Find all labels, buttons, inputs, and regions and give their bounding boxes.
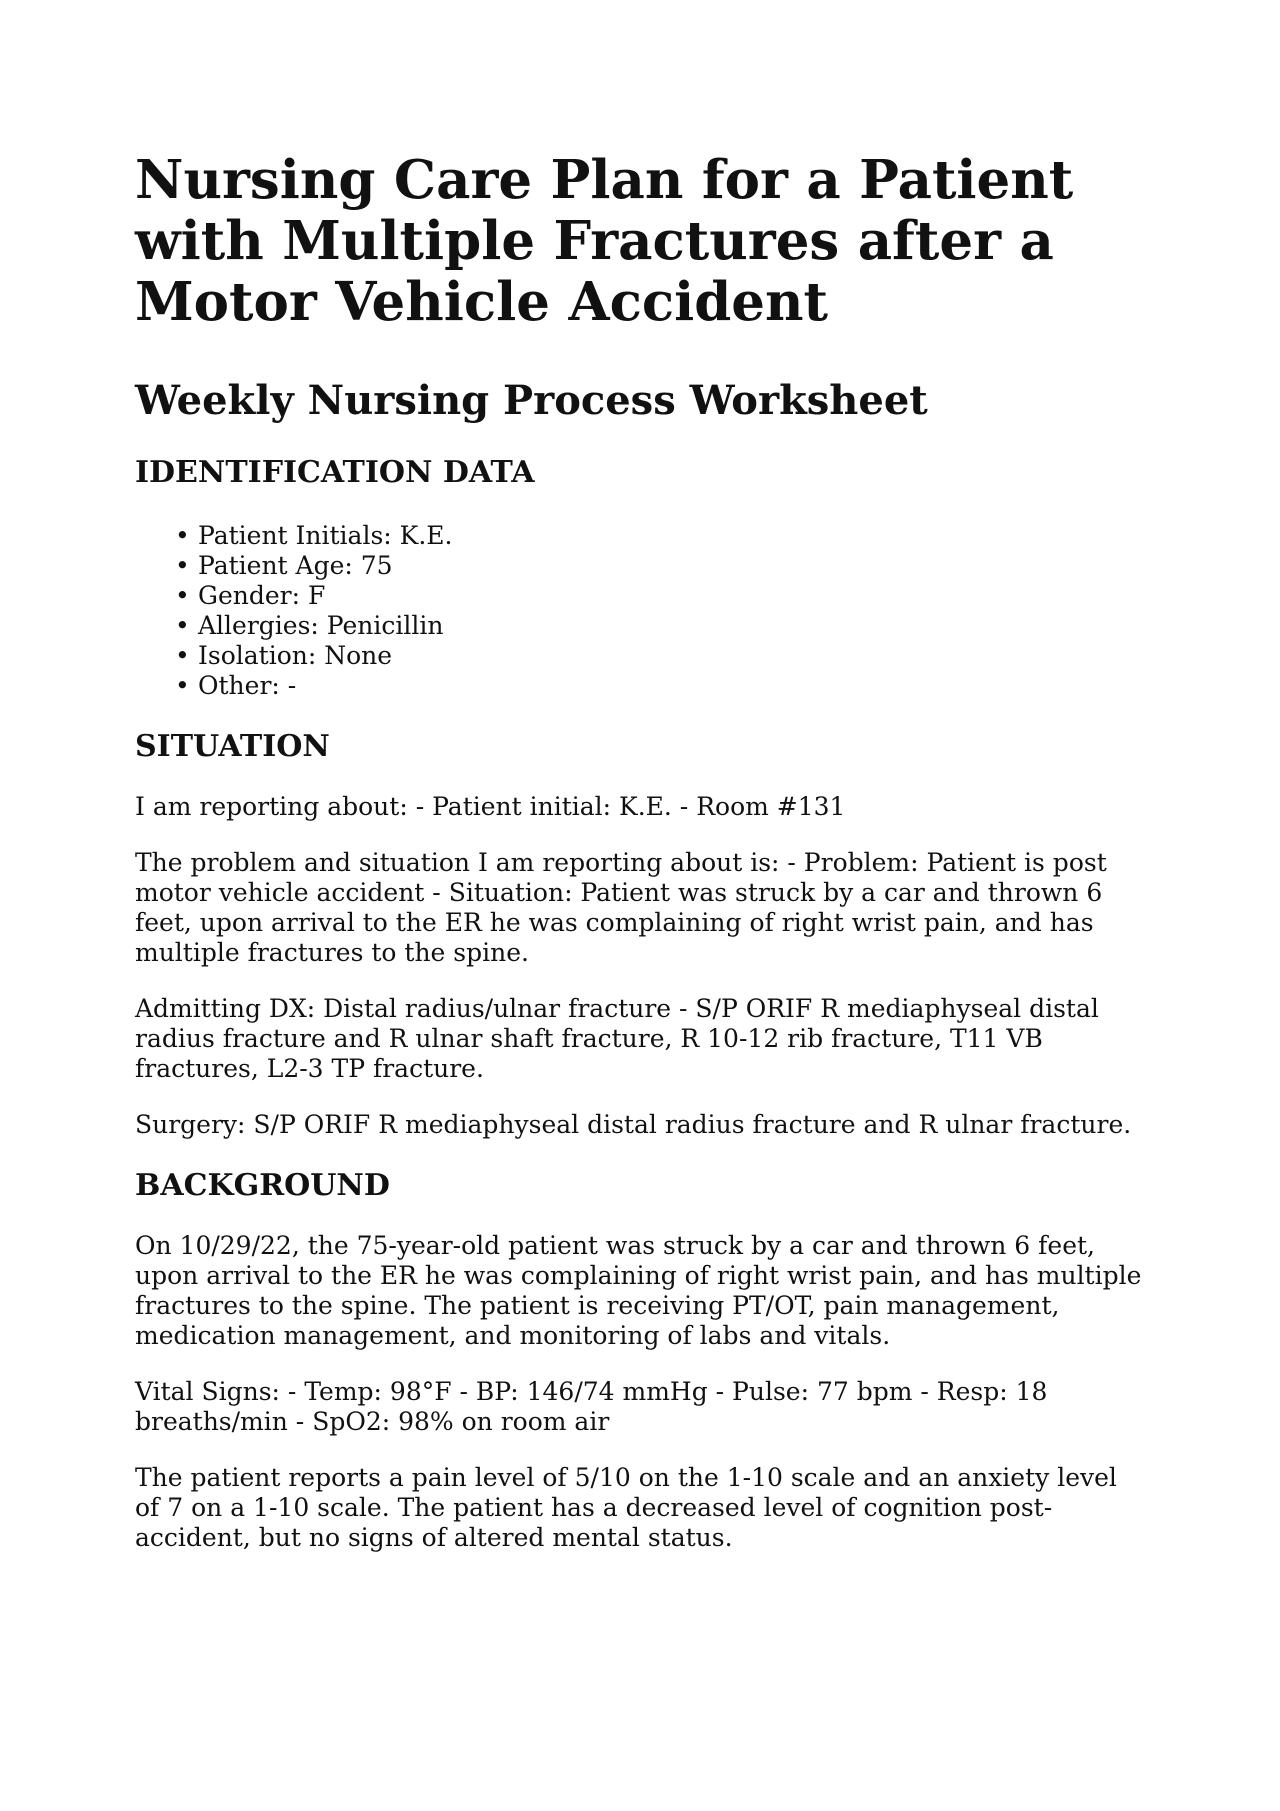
situation-reporting-paragraph: I am reporting about: - Patient initial: K.E. - Room #131: [135, 792, 846, 821]
pain-anxiety-paragraph: The patient reports a pain level of 5/10 on the 1-10 scale and an anxiety level of 7 on a 1-10 scale. The patient has a decreased level of cognition post-accident, but no signs of altered mental status.: [135, 1463, 1117, 1552]
identification-list: [135, 521, 1146, 701]
background-history-paragraph: On 10/29/22, the 75-year-old patient was struck by a car and thrown 6 feet, upon arrival to the ER he was complaining of right wrist pain, and has multiple fractures to the spine. The patient is receiving PT/OT, pain management, medication management, and monitoring of labs and vitals.: [135, 1231, 1142, 1350]
situation-heading: SITUATION: [135, 729, 330, 764]
bullet-icon: •: [175, 641, 190, 670]
list-item-text: Patient Age: 75: [198, 551, 393, 580]
list-item-text: Allergies: Penicillin: [198, 611, 444, 640]
background-section: [135, 1168, 1146, 1553]
background-heading: BACKGROUND: [135, 1168, 390, 1203]
list-item-text: Gender: F: [198, 581, 326, 610]
list-item-patient-age: [175, 551, 1146, 581]
admitting-dx-paragraph: Admitting DX: Distal radius/ulnar fracture - S/P ORIF R mediaphyseal distal radius fracture and R ulnar shaft fracture, R 10-12 rib fracture, T11 VB fractures, L2-3 TP fracture.: [135, 994, 1099, 1083]
situation-section: [135, 729, 1146, 1140]
list-item-other: [175, 671, 1146, 701]
list-item-text: Other: -: [198, 671, 297, 700]
document-subtitle: Weekly Nursing Process Worksheet: [135, 377, 928, 424]
list-item-isolation: [175, 641, 1146, 671]
document-title: Nursing Care Plan for a Patient with Multiple Fractures after a Motor Vehicle Accident: [135, 149, 1074, 333]
bullet-icon: •: [175, 581, 190, 610]
surgery-paragraph: Surgery: S/P ORIF R mediaphyseal distal radius fracture and R ulnar fracture.: [135, 1110, 1132, 1139]
bullet-icon: •: [175, 671, 190, 700]
vital-signs-paragraph: Vital Signs: - Temp: 98°F - BP: 146/74 mmHg - Pulse: 77 bpm - Resp: 18 breaths/min - SpO2: 98% on room air: [135, 1377, 1048, 1436]
bullet-icon: •: [175, 611, 190, 640]
list-item-gender: [175, 581, 1146, 611]
bullet-icon: •: [175, 521, 190, 550]
list-item-patient-initials: [175, 521, 1146, 551]
list-item-allergies: [175, 611, 1146, 641]
identification-heading: IDENTIFICATION DATA: [135, 455, 535, 490]
identification-section: [135, 455, 1146, 701]
situation-problem-paragraph: The problem and situation I am reporting about is: - Problem: Patient is post motor vehicle accident - Situation: Patient was struck by a car and thrown 6 feet, upon arrival to the ER he was complaining of right wrist pain, and has multiple fractures to the spine.: [135, 848, 1107, 967]
list-item-text: Isolation: None: [198, 641, 393, 670]
list-item-text: Patient Initials: K.E.: [198, 521, 453, 550]
bullet-icon: •: [175, 551, 190, 580]
